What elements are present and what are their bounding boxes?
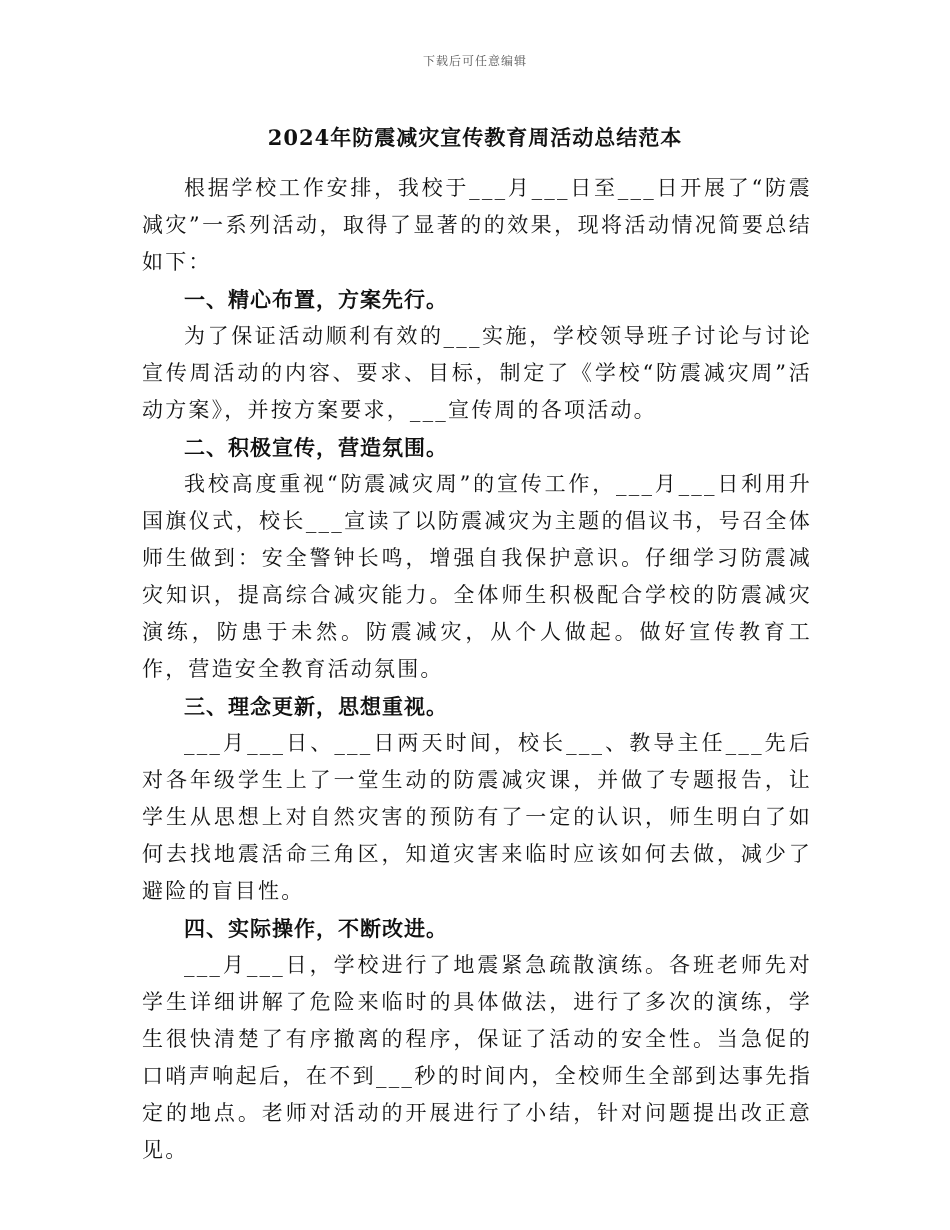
section-paragraph-1: 为了保证活动顺利有效的___实施，学校领导班子讨论与讨论宣传周活动的内容、要求、目标，制定了《学校“防震减灾周”活动方案》，并按方案要求，___宣传周的各项活动。 — [142, 324, 812, 422]
document-body — [142, 170, 812, 1169]
section-heading-1: 一、精心布置，方案先行。 — [184, 287, 448, 312]
section-heading-4: 四、实际操作，不断改进。 — [184, 916, 448, 941]
section-paragraph-3: ___月___日、___日两天时间，校长___、教导主任___先后对各年级学生上了一堂生动的防震减灾课，并做了专题报告，让学生从思想上对自然灾害的预防有了一定的认识，师生明白了如何去找地震活命三角区，知道灾害来临时应该如何去做，减少了避险的盲目性。 — [142, 731, 812, 903]
section-heading-3: 三、理念更新，思想重视。 — [184, 694, 448, 719]
section-paragraph-2: 我校高度重视“防震减灾周”的宣传工作，___月___日利用升国旗仪式，校长___宣读了以防震减灾为主题的倡议书，号召全体师生做到：安全警钟长鸣，增强自我保护意识。仔细学习防震减灾知识，提高综合减灾能力。全体师生积极配合学校的防震减灾演练，防患于未然。防震减灾，从个人做起。做好宣传教育工作，营造安全教育活动氛围。 — [142, 472, 812, 681]
intro-paragraph: 根据学校工作安排，我校于___月___日至___日开展了“防震减灾”一系列活动，取得了显著的的效果，现将活动情况简要总结如下： — [142, 176, 812, 274]
section-paragraph-4: ___月___日，学校进行了地震紧急疏散演练。各班老师先对学生详细讲解了危险来临时的具体做法，进行了多次的演练，学生很快清楚了有序撤离的程序，保证了活动的安全性。当急促的口哨声响起后，在不到___秒的时间内，全校师生全部到达事先指定的地点。老师对活动的开展进行了小结，针对问题提出改正意见。 — [142, 953, 812, 1162]
section-heading-2: 二、积极宣传，营造氛围。 — [184, 435, 448, 460]
document-title: 2024年防震减灾宣传教育周活动总结范本 — [267, 125, 683, 150]
header-note: 下载后可任意编辑 — [422, 54, 527, 68]
